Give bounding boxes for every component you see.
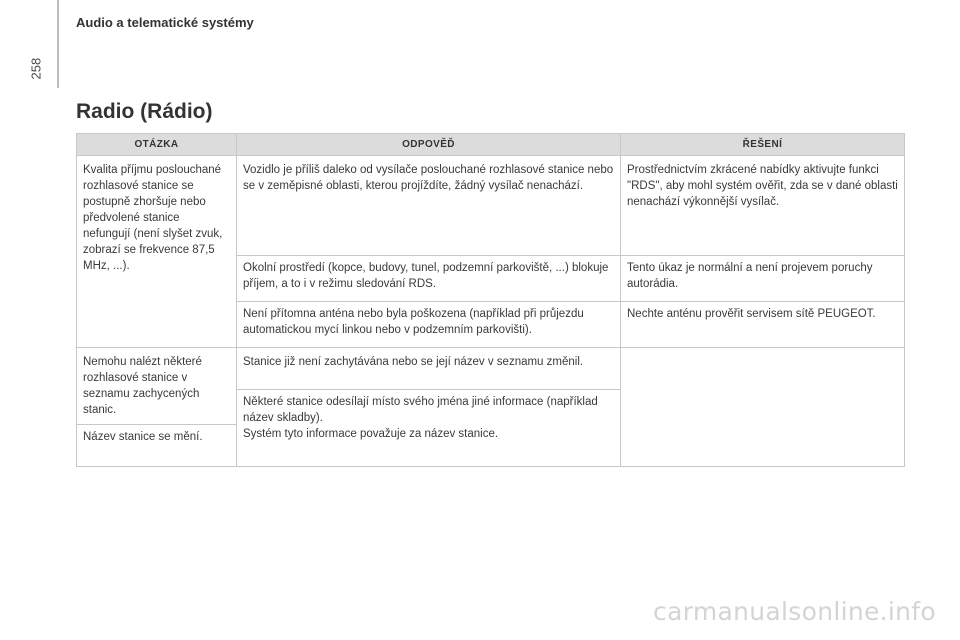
solution-cell: Tento úkaz je normální a není projevem poruchy autorádia.: [621, 256, 905, 302]
header-question: OTÁZKA: [77, 134, 237, 156]
answer-cell: Není přítomna anténa nebo byla poškozena (například při průjezdu automatickou mycí linkou nebo v podzemním parkovišti).: [237, 302, 621, 348]
solution-cell-empty: [621, 348, 905, 467]
answer-cell: Stanice již není zachytávána nebo se její název v seznamu změnil.: [237, 348, 621, 390]
question-cell: Kvalita příjmu poslouchané rozhlasové stanice se postupně zhoršuje nebo předvolené stanice nefungují (není slyšet zvuk, zobrazí se frekvence 87,5 MHz, ...).: [77, 156, 237, 348]
answer-cell: Vozidlo je příliš daleko od vysílače poslouchané rozhlasové stanice nebo se v zeměpisné oblasti, kterou projíždíte, žádný vysílač nenachází.: [237, 156, 621, 256]
answer-cell: Okolní prostředí (kopce, budovy, tunel, podzemní parkoviště, ...) blokuje příjem, a to i v režimu sledování RDS.: [237, 256, 621, 302]
table-header-row: [77, 134, 905, 156]
table-row: [77, 156, 905, 256]
section-title: Radio (Rádio): [76, 100, 213, 123]
watermark: carmanualsonline.info: [653, 597, 936, 626]
solution-cell: Nechte anténu prověřit servisem sítě PEUGEOT.: [621, 302, 905, 348]
troubleshooting-table: [76, 133, 905, 467]
question-cell: Název stanice se mění.: [77, 425, 237, 467]
answer-cell: [237, 390, 621, 467]
solution-cell: Prostřednictvím zkrácené nabídky aktivujte funkci "RDS", aby mohl systém ověřit, zda se v dané oblasti nenachází výkonnější vysílač.: [621, 156, 905, 256]
header-solution: ŘEŠENÍ: [621, 134, 905, 156]
chapter-header: Audio a telematické systémy: [76, 15, 254, 30]
answer-text: Některé stanice odesílají místo svého jména jiné informace (například název skladby). Systém tyto informace považuje za název stanice.: [243, 396, 598, 440]
table-row: [77, 348, 905, 390]
header-answer: ODPOVĚĎ: [237, 134, 621, 156]
page-number: 258: [28, 57, 44, 80]
side-rule: [57, 0, 59, 88]
question-cell: Nemohu nalézt některé rozhlasové stanice v seznamu zachycených stanic.: [77, 348, 237, 425]
